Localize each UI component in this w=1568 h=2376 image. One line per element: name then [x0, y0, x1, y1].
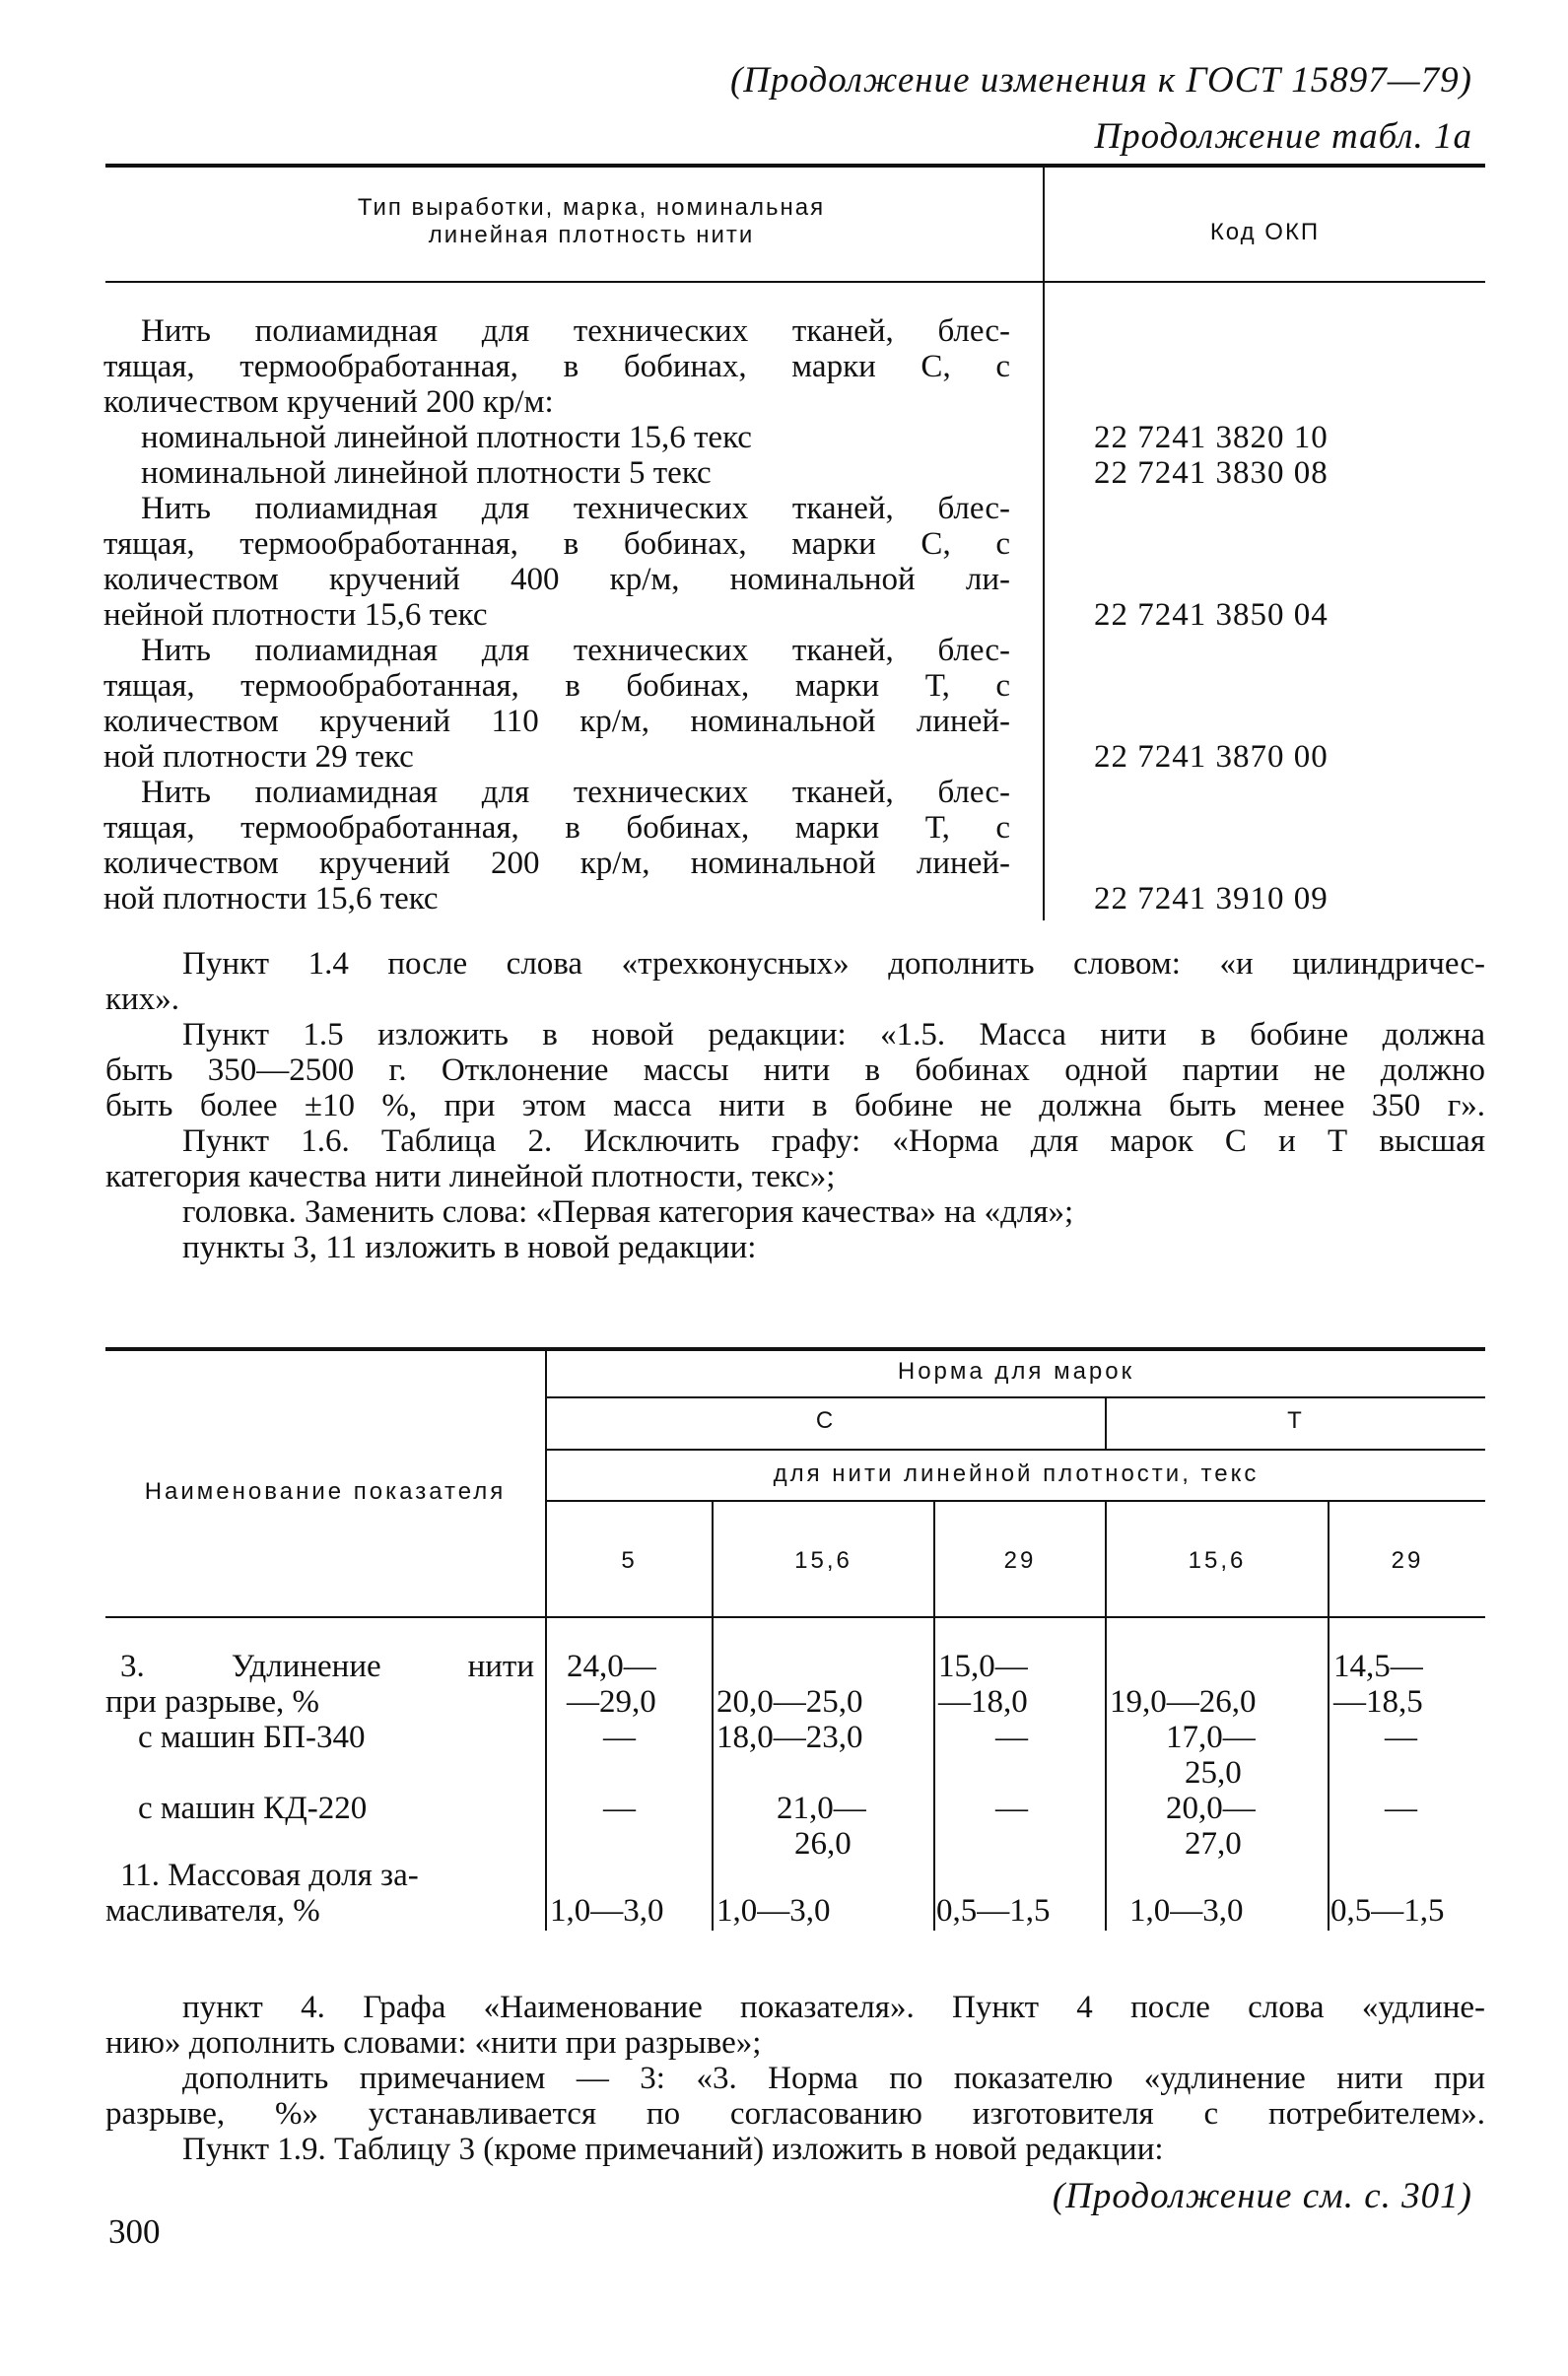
okp-code: 22 7241 3850 04	[1094, 597, 1329, 633]
amendment-text-2: пункт 4. Графа «Наименование показателя». Пункт 4 после слова «удлине- нию» дополнить словами: «нити при разрыве»; дополнить примечанием — 3: «3. Норма по показателю «удлинение нити при разрыве, %» устанавливается по согласованию изготовителя с потребителем». Пункт 1.9. Таблицу 3 (кроме примечаний) изложить в новой редакции:	[105, 1990, 1485, 2167]
amendment-text-1: Пункт 1.4 после слова «трехконусных» дополнить словом: «и цилиндричес- ких». Пункт 1.5 изложить в новой редакции: «1.5. Масса нити в бобине должна быть 350—2500 г. Отклонение массы нити в бобинах одной партии не должно быть более ±10 %, при этом масса нити в бобине не должна быть менее 350 г». Пункт 1.6. Таблица 2. Исключить графу: «Норма для марок С и Т высшая категория качества нити линейной плотности, текс»; головка. Заменить слова: «Первая категория качества» на «для»; пункты 3, 11 изложить в новой редакции:	[105, 946, 1485, 1265]
table-continuation-label: Продолжение табл. 1а	[1094, 116, 1472, 157]
value-cell: 20,0—25,0	[716, 1684, 863, 1720]
okp-code: 22 7241 3830 08	[1094, 455, 1329, 491]
table1-col2-header: Код ОКП	[1209, 219, 1321, 245]
value-cell: 17,0—	[1166, 1720, 1256, 1755]
table2-top-rule	[105, 1347, 1485, 1351]
value-cell: 1,0—3,0	[1129, 1893, 1244, 1929]
value-cell: —	[995, 1720, 1028, 1755]
indicator-name: с машин БП-340	[138, 1720, 366, 1755]
value-cell: 21,0—	[777, 1791, 866, 1826]
continuation-header: (Продолжение изменения к ГОСТ 15897—79)	[729, 60, 1472, 101]
table2-rule	[547, 1500, 1485, 1502]
table1-col1-header: Тип выработки, марка, номинальная линейная плотность нити	[357, 194, 826, 248]
value-cell: 0,5—1,5	[1330, 1893, 1445, 1929]
value-cell: —	[1385, 1791, 1417, 1826]
table2-header-rule	[105, 1616, 1485, 1618]
value-cell: 18,0—23,0	[716, 1720, 863, 1755]
value-cell: —	[603, 1791, 636, 1826]
indicator-name: 3. Удлинение нити	[120, 1649, 534, 1684]
value-cell: 20,0—	[1166, 1791, 1256, 1826]
indicator-name: масливателя, %	[105, 1893, 320, 1929]
density-value: 15,6	[794, 1547, 852, 1574]
density-header: для нити линейной плотности, текс	[773, 1460, 1260, 1487]
mark-t-header: Т	[1287, 1407, 1305, 1434]
table1-header-rule	[105, 281, 1485, 283]
okp-code: 22 7241 3910 09	[1094, 881, 1329, 916]
value-cell: 25,0	[1185, 1755, 1242, 1791]
value-cell: —29,0	[567, 1684, 656, 1720]
page-number: 300	[108, 2212, 161, 2251]
table2-rule	[547, 1449, 1485, 1451]
okp-code: 22 7241 3820 10	[1094, 420, 1329, 455]
mark-c-header: С	[815, 1407, 837, 1434]
value-cell: 19,0—26,0	[1110, 1684, 1257, 1720]
density-value: 5	[621, 1547, 638, 1574]
table1-top-rule	[105, 164, 1485, 168]
okp-code: 22 7241 3870 00	[1094, 739, 1329, 775]
value-cell: 27,0	[1185, 1826, 1242, 1862]
value-cell: 1,0—3,0	[716, 1893, 831, 1929]
indicator-name: 11. Массовая доля за-	[120, 1858, 419, 1893]
value-cell: —18,5	[1333, 1684, 1423, 1720]
table1-product-list: Нить полиамидная для технических тканей, блес- тящая, термообработанная, в бобинах, марки С, с количеством кручений 200 кр/м: номинальной линейной плотности 15,6 текс номинальной линейной плотности 5 текс Нить полиамидная для технических тканей, блес- тящая, термообработанная, в бобинах, марки С, с количеством кручений 400 кр/м, номинальной ли- нейной плотности 15,6 текс Нить полиамидная для технических тканей, блес- тящая, термообработанная, в бобинах, марки Т, с количеством кручений 110 кр/м, номинальной линей- ной плотности 29 текс Нить полиамидная для технических тканей, блес- тящая, термообработанная, в бобинах, марки Т, с количеством кручений 200 кр/м, номинальной линей- ной плотности 15,6 текс	[103, 313, 1010, 916]
value-cell: —	[603, 1720, 636, 1755]
indicator-name: с машин КД-220	[138, 1791, 368, 1826]
continuation-footer: (Продолжение см. с. 301)	[1052, 2176, 1472, 2216]
value-cell: —	[1385, 1720, 1417, 1755]
table2-name-header: Наименование показателя	[144, 1478, 507, 1505]
table2-rule	[547, 1396, 1485, 1398]
value-cell: —	[995, 1791, 1028, 1826]
density-value: 29	[1391, 1547, 1424, 1574]
table2-name-divider	[545, 1351, 547, 1931]
value-cell: 0,5—1,5	[936, 1893, 1051, 1929]
indicator-name: при разрыве, %	[105, 1684, 319, 1720]
value-cell: 26,0	[794, 1826, 852, 1862]
value-cell: 15,0—	[938, 1649, 1028, 1684]
value-cell: 24,0—	[567, 1649, 656, 1684]
table2-norm-header: Норма для марок	[897, 1358, 1135, 1385]
value-cell: 1,0—3,0	[550, 1893, 664, 1929]
value-cell: 14,5—	[1333, 1649, 1423, 1684]
density-value: 29	[1003, 1547, 1037, 1574]
value-cell: —18,0	[938, 1684, 1028, 1720]
density-value: 15,6	[1188, 1547, 1247, 1574]
